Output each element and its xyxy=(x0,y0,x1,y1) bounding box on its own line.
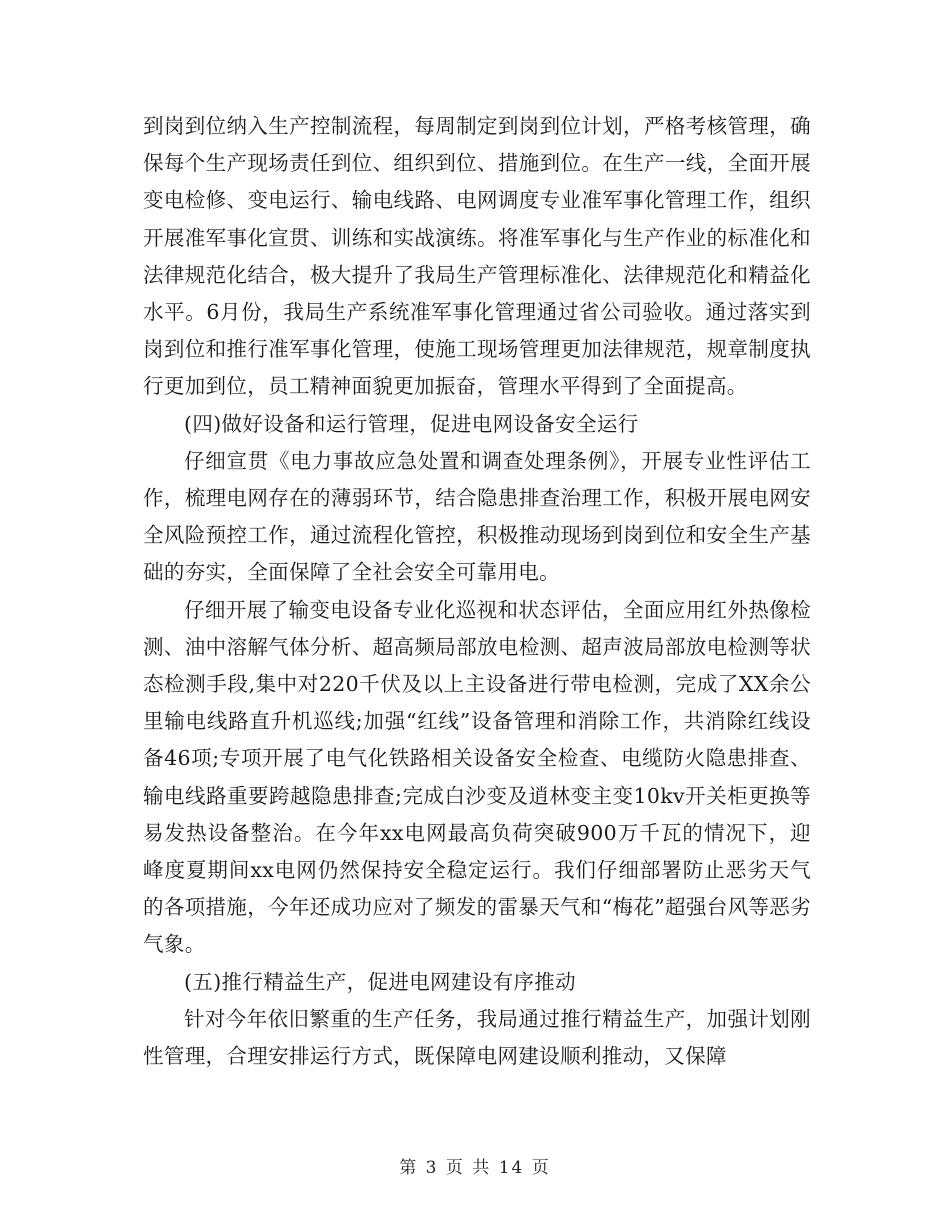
section-heading-5: (五)推行精益生产，促进电网建设有序推动 xyxy=(184,969,576,994)
document-body xyxy=(143,108,811,1075)
section-heading-4: (四)做好设备和运行管理，促进电网设备安全运行 xyxy=(184,411,639,436)
paragraph-lean-production: 针对今年依旧繁重的生产任务，我局通过推行精益生产，加强计划刚性管理，合理安排运行方式，既保障电网建设顺利推动，又保障 xyxy=(143,1006,811,1069)
page-number-footer: 第 3 页 共 14 页 xyxy=(399,1158,551,1178)
paragraph-safety-regulations: 仔细宣贯《电力事故应急处置和调查处理条例》，开展专业性评估工作，梳理电网存在的薄弱环节，结合隐患排查治理工作，积极开展电网安全风险预控工作，通过流程化管控，积极推动现场到岗到位和安全生产基础的夯实，全面保障了全社会安全可靠用电。 xyxy=(143,448,811,585)
paragraph-equipment-inspection: 仔细开展了输变电设备专业化巡视和状态评估，全面应用红外热像检测、油中溶解气体分析、超高频局部放电检测、超声波局部放电检测等状态检测手段,集中对220千伏及以上主设备进行带电检测，完成了XX余公里输电线路直升机巡线;加强“红线”设备管理和消除工作，共消除红线设备46项;专项开展了电气化铁路相关设备安全检查、电缆防火隐患排查、输电线路重要跨越隐患排查;完成白沙变及逍林变主变10kv开关柜更换等易发热设备整治。在今年xx电网最高负荷突破900万千瓦的情况下，迎峰度夏期间xx电网仍然保持安全稳定运行。我们仔细部署防止恶劣天气的各项措施，今年还成功应对了频发的雷暴天气和“梅花”超强台风等恶劣气象。 xyxy=(143,597,812,957)
paragraph-continuation: 到岗到位纳入生产控制流程，每周制定到岗到位计划，严格考核管理，确保每个生产现场责任到位、组织到位、措施到位。在生产一线，全面开展变电检修、变电运行、输电线路、电网调度专业准军事化管理工作，组织开展准军事化宣贯、训练和实战演练。将准军事化与生产作业的标准化和法律规范化结合，极大提升了我局生产管理标准化、法律规范化和精益化水平。6月份，我局生产系统准军事化管理通过省公司验收。通过落实到岗到位和推行准军事化管理，使施工现场管理更加法律规范，规章制度执行更加到位，员工精神面貌更加振奋，管理水平得到了全面提高。 xyxy=(143,114,811,399)
